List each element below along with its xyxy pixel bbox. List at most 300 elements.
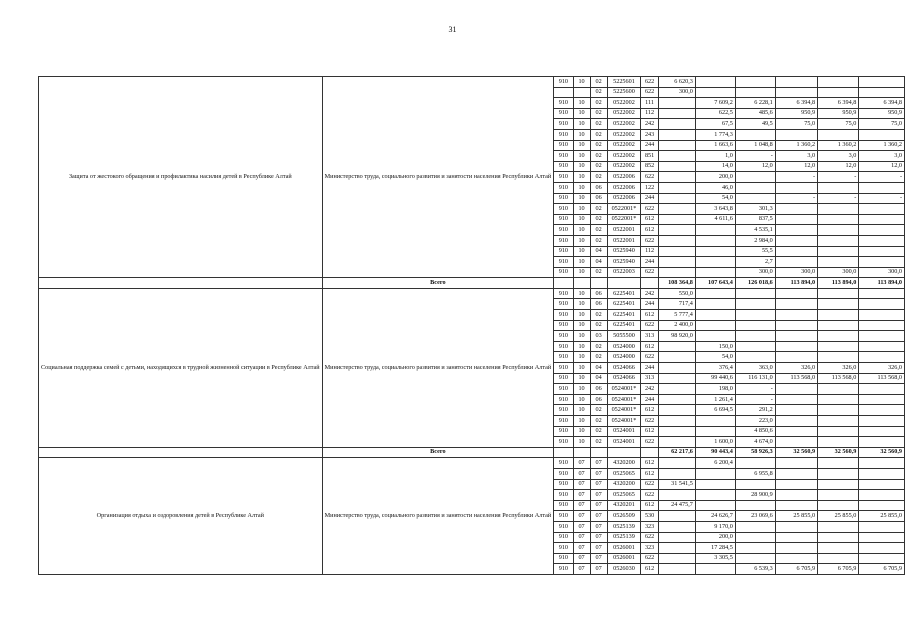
amount-cell: 55,5 xyxy=(735,246,775,257)
total-value: 32 560,9 xyxy=(859,447,905,458)
amount-cell: - xyxy=(818,172,859,183)
amount-cell xyxy=(859,341,905,352)
amount-cell xyxy=(818,543,859,554)
amount-cell xyxy=(695,288,735,299)
amount-cell xyxy=(859,310,905,321)
amount-cell: - xyxy=(735,394,775,405)
code-cell: 852 xyxy=(641,161,659,172)
code-cell: 612 xyxy=(641,405,659,416)
code-cell: 0526509 xyxy=(607,511,641,522)
program-name: Организация отдыха и оздоровления детей в Республике Алтай xyxy=(39,458,323,575)
code-cell: 0525139 xyxy=(607,521,641,532)
amount-cell xyxy=(859,214,905,225)
code-cell: 910 xyxy=(554,500,573,511)
amount-cell xyxy=(658,437,695,448)
amount-cell: 200,0 xyxy=(695,532,735,543)
amount-cell: 376,4 xyxy=(695,363,735,374)
code-cell: 04 xyxy=(590,373,607,384)
amount-cell xyxy=(658,532,695,543)
amount-cell xyxy=(658,193,695,204)
amount-cell: 223,0 xyxy=(735,416,775,427)
amount-cell: 6 394,8 xyxy=(775,98,817,109)
code-cell: 10 xyxy=(573,299,590,310)
amount-cell: 717,4 xyxy=(658,299,695,310)
amount-cell xyxy=(658,468,695,479)
amount-cell: 75,0 xyxy=(775,119,817,130)
amount-cell xyxy=(658,373,695,384)
amount-cell xyxy=(775,479,817,490)
amount-cell xyxy=(859,543,905,554)
code-cell: 10 xyxy=(573,182,590,193)
amount-cell xyxy=(818,479,859,490)
amount-cell xyxy=(658,129,695,140)
total-value: 58 926,3 xyxy=(735,447,775,458)
code-cell: 10 xyxy=(573,204,590,215)
program-name-cont xyxy=(39,447,323,458)
code-cell: 910 xyxy=(554,257,573,268)
code-cell: 612 xyxy=(641,564,659,575)
code-cell: 02 xyxy=(590,225,607,236)
code-cell: 10 xyxy=(573,151,590,162)
code-cell: 910 xyxy=(554,108,573,119)
total-value: 32 560,9 xyxy=(775,447,817,458)
code-cell: 910 xyxy=(554,204,573,215)
amount-cell xyxy=(775,225,817,236)
code-cell: 242 xyxy=(641,119,659,130)
amount-cell xyxy=(735,500,775,511)
amount-cell: 116 131,0 xyxy=(735,373,775,384)
amount-cell: 550,0 xyxy=(658,288,695,299)
amount-cell xyxy=(735,341,775,352)
code-cell: 10 xyxy=(573,225,590,236)
amount-cell xyxy=(818,320,859,331)
code-cell: 07 xyxy=(590,511,607,522)
code-cell: 622 xyxy=(641,267,659,278)
code-cell: 02 xyxy=(590,352,607,363)
program-name: Социальная поддержка семей с детьми, находящихся в трудной жизненной ситуации в Республике Алтай xyxy=(39,288,323,447)
amount-cell xyxy=(695,331,735,342)
code-cell: 06 xyxy=(590,182,607,193)
code-cell: 10 xyxy=(573,246,590,257)
amount-cell xyxy=(818,437,859,448)
code-cell: 02 xyxy=(590,341,607,352)
amount-cell: 12,0 xyxy=(775,161,817,172)
amount-cell xyxy=(818,394,859,405)
amount-cell: 4 611,6 xyxy=(695,214,735,225)
amount-cell xyxy=(658,426,695,437)
code-cell: 910 xyxy=(554,564,573,575)
code-cell: 02 xyxy=(590,172,607,183)
amount-cell: 326,0 xyxy=(775,363,817,374)
amount-cell xyxy=(818,235,859,246)
amount-cell: 17 284,5 xyxy=(695,543,735,554)
code-cell: 07 xyxy=(590,479,607,490)
code-cell: 07 xyxy=(573,511,590,522)
amount-cell xyxy=(695,310,735,321)
code-cell: 0524000 xyxy=(607,352,641,363)
code-cell: 910 xyxy=(554,77,573,88)
amount-cell: 49,5 xyxy=(735,119,775,130)
amount-cell xyxy=(775,437,817,448)
amount-cell xyxy=(775,77,817,88)
empty-cell xyxy=(641,447,659,458)
amount-cell: 31 541,5 xyxy=(658,479,695,490)
code-cell: 612 xyxy=(641,341,659,352)
code-cell: 10 xyxy=(573,331,590,342)
empty-cell xyxy=(573,447,590,458)
code-cell: 243 xyxy=(641,129,659,140)
amount-cell xyxy=(859,490,905,501)
code-cell: 323 xyxy=(641,543,659,554)
amount-cell xyxy=(859,182,905,193)
code-cell: 530 xyxy=(641,511,659,522)
amount-cell xyxy=(735,288,775,299)
amount-cell xyxy=(658,161,695,172)
code-cell: 02 xyxy=(590,161,607,172)
amount-cell xyxy=(859,437,905,448)
code-cell: 910 xyxy=(554,341,573,352)
amount-cell: - xyxy=(859,193,905,204)
amount-cell: 300,0 xyxy=(775,267,817,278)
amount-cell: 23 069,6 xyxy=(735,511,775,522)
code-cell: 10 xyxy=(573,310,590,321)
code-cell: 07 xyxy=(590,468,607,479)
amount-cell xyxy=(775,246,817,257)
code-cell: 622 xyxy=(641,553,659,564)
amount-cell: 326,0 xyxy=(818,363,859,374)
amount-cell xyxy=(775,532,817,543)
total-value: 113 894,0 xyxy=(775,278,817,289)
amount-cell xyxy=(818,87,859,98)
amount-cell xyxy=(658,521,695,532)
amount-cell xyxy=(695,479,735,490)
amount-cell xyxy=(818,458,859,469)
code-cell: 622 xyxy=(641,479,659,490)
code-cell: 5225601 xyxy=(607,77,641,88)
code-cell: 0525940 xyxy=(607,246,641,257)
code-cell: 622 xyxy=(641,416,659,427)
empty-cell xyxy=(554,447,573,458)
amount-cell xyxy=(775,500,817,511)
code-cell: 622 xyxy=(641,172,659,183)
code-cell: 910 xyxy=(554,235,573,246)
code-cell: 622 xyxy=(641,235,659,246)
code-cell: 07 xyxy=(590,521,607,532)
amount-cell xyxy=(658,246,695,257)
code-cell: 10 xyxy=(573,161,590,172)
code-cell: 0522001* xyxy=(607,214,641,225)
code-cell: 02 xyxy=(590,204,607,215)
code-cell: 6225401 xyxy=(607,299,641,310)
amount-cell xyxy=(658,352,695,363)
amount-cell xyxy=(818,341,859,352)
amount-cell xyxy=(859,225,905,236)
empty-cell xyxy=(607,278,641,289)
code-cell: 07 xyxy=(573,564,590,575)
code-cell: 02 xyxy=(590,129,607,140)
amount-cell xyxy=(818,384,859,395)
code-cell: 02 xyxy=(590,98,607,109)
amount-cell: 6 705,9 xyxy=(775,564,817,575)
amount-cell: 28 900,9 xyxy=(735,490,775,501)
code-cell: 910 xyxy=(554,151,573,162)
amount-cell xyxy=(658,416,695,427)
amount-cell: 1,0 xyxy=(695,151,735,162)
amount-cell xyxy=(695,490,735,501)
amount-cell: 113 568,0 xyxy=(775,373,817,384)
amount-cell xyxy=(859,331,905,342)
amount-cell: 6 200,4 xyxy=(695,458,735,469)
code-cell: 07 xyxy=(590,532,607,543)
amount-cell xyxy=(735,352,775,363)
code-cell: 851 xyxy=(641,151,659,162)
amount-cell xyxy=(775,553,817,564)
amount-cell: 300,0 xyxy=(818,267,859,278)
code-cell: 0522006 xyxy=(607,182,641,193)
amount-cell: 291,2 xyxy=(735,405,775,416)
amount-cell xyxy=(818,77,859,88)
amount-cell xyxy=(658,405,695,416)
code-cell: 0525940 xyxy=(607,257,641,268)
code-cell: 10 xyxy=(573,426,590,437)
code-cell: 0522006 xyxy=(607,172,641,183)
amount-cell: 12,0 xyxy=(735,161,775,172)
amount-cell xyxy=(775,352,817,363)
amount-cell xyxy=(775,543,817,554)
amount-cell: 98 920,0 xyxy=(658,331,695,342)
code-cell: 5225600 xyxy=(607,87,641,98)
amount-cell: 4 535,1 xyxy=(735,225,775,236)
code-cell: 0522002 xyxy=(607,161,641,172)
amount-cell: 25 855,0 xyxy=(775,511,817,522)
amount-cell: - xyxy=(775,172,817,183)
program-name: Защита от жестокого обращения и профилактика насилия детей в Республике Алтай xyxy=(39,77,323,278)
amount-cell: - xyxy=(775,193,817,204)
administrator-name: Министерство труда, социального развития и занятости населения Республики Алтай xyxy=(322,288,554,447)
amount-cell xyxy=(818,331,859,342)
code-cell: 612 xyxy=(641,310,659,321)
code-cell: 10 xyxy=(573,98,590,109)
amount-cell xyxy=(695,235,735,246)
code-cell: 6225401 xyxy=(607,320,641,331)
code-cell: 0522002 xyxy=(607,129,641,140)
code-cell: 6225401 xyxy=(607,288,641,299)
code-cell: 0524001* xyxy=(607,394,641,405)
code-cell: 06 xyxy=(590,384,607,395)
code-cell: 313 xyxy=(641,331,659,342)
code-cell: 0524001 xyxy=(607,437,641,448)
amount-cell xyxy=(658,119,695,130)
code-cell: 10 xyxy=(573,214,590,225)
code-cell: 07 xyxy=(573,521,590,532)
amount-cell xyxy=(658,257,695,268)
amount-cell xyxy=(658,214,695,225)
code-cell: 910 xyxy=(554,140,573,151)
code-cell: 02 xyxy=(590,437,607,448)
amount-cell xyxy=(695,468,735,479)
amount-cell xyxy=(775,87,817,98)
code-cell: 10 xyxy=(573,119,590,130)
amount-cell: 6 394,8 xyxy=(818,98,859,109)
code-cell: 02 xyxy=(590,320,607,331)
code-cell: 244 xyxy=(641,394,659,405)
code-cell: 910 xyxy=(554,426,573,437)
code-cell: 10 xyxy=(573,437,590,448)
amount-cell xyxy=(775,214,817,225)
total-value: 113 894,0 xyxy=(859,278,905,289)
amount-cell: 198,0 xyxy=(695,384,735,395)
amount-cell xyxy=(859,405,905,416)
code-cell: 0526001 xyxy=(607,543,641,554)
total-value: 107 643,4 xyxy=(695,278,735,289)
code-cell: 910 xyxy=(554,405,573,416)
code-cell: 0524001* xyxy=(607,384,641,395)
amount-cell xyxy=(735,87,775,98)
amount-cell xyxy=(695,87,735,98)
code-cell: 111 xyxy=(641,98,659,109)
code-cell: 112 xyxy=(641,108,659,119)
amount-cell: 6 955,8 xyxy=(735,468,775,479)
code-cell: 313 xyxy=(641,373,659,384)
code-cell: 112 xyxy=(641,246,659,257)
amount-cell: 326,0 xyxy=(859,363,905,374)
amount-cell xyxy=(818,352,859,363)
amount-cell: 25 855,0 xyxy=(859,511,905,522)
amount-cell xyxy=(695,320,735,331)
amount-cell xyxy=(859,204,905,215)
amount-cell xyxy=(859,394,905,405)
amount-cell: 6 539,3 xyxy=(735,564,775,575)
amount-cell xyxy=(859,479,905,490)
amount-cell: 6 694,5 xyxy=(695,405,735,416)
code-cell: 10 xyxy=(573,394,590,405)
code-cell: 02 xyxy=(590,119,607,130)
amount-cell: 363,0 xyxy=(735,363,775,374)
amount-cell xyxy=(735,299,775,310)
code-cell: 910 xyxy=(554,225,573,236)
amount-cell: 4 674,0 xyxy=(735,437,775,448)
amount-cell xyxy=(818,500,859,511)
amount-cell xyxy=(658,172,695,183)
amount-cell: 150,0 xyxy=(695,341,735,352)
total-value: 62 217,6 xyxy=(658,447,695,458)
total-value: 108 364,8 xyxy=(658,278,695,289)
amount-cell: 75,0 xyxy=(859,119,905,130)
amount-cell: 2 400,0 xyxy=(658,320,695,331)
code-cell: 910 xyxy=(554,172,573,183)
code-cell: 10 xyxy=(573,129,590,140)
amount-cell xyxy=(658,511,695,522)
code-cell: 02 xyxy=(590,267,607,278)
amount-cell xyxy=(775,235,817,246)
amount-cell xyxy=(775,204,817,215)
code-cell: 910 xyxy=(554,468,573,479)
code-cell: 910 xyxy=(554,299,573,310)
amount-cell xyxy=(775,331,817,342)
code-cell: 07 xyxy=(590,500,607,511)
amount-cell: 3,0 xyxy=(775,151,817,162)
total-value: 126 018,6 xyxy=(735,278,775,289)
amount-cell xyxy=(735,182,775,193)
administrator-name: Министерство труда, социального развития и занятости населения Республики Алтай xyxy=(322,77,554,278)
code-cell: 10 xyxy=(573,267,590,278)
code-cell: 10 xyxy=(573,405,590,416)
total-label: Всего xyxy=(322,447,554,458)
amount-cell xyxy=(658,564,695,575)
code-cell: 622 xyxy=(641,320,659,331)
amount-cell: 6 228,1 xyxy=(735,98,775,109)
total-label: Всего xyxy=(322,278,554,289)
code-cell: 0524066 xyxy=(607,363,641,374)
amount-cell xyxy=(859,77,905,88)
amount-cell: 24 626,7 xyxy=(695,511,735,522)
amount-cell: 950,9 xyxy=(775,108,817,119)
code-cell: 612 xyxy=(641,426,659,437)
empty-cell xyxy=(590,278,607,289)
empty-cell xyxy=(590,447,607,458)
total-row xyxy=(39,278,905,289)
amount-cell xyxy=(859,352,905,363)
amount-cell: 1 261,4 xyxy=(695,394,735,405)
amount-cell xyxy=(735,129,775,140)
amount-cell: - xyxy=(735,151,775,162)
amount-cell xyxy=(775,320,817,331)
amount-cell: 2 984,0 xyxy=(735,235,775,246)
amount-cell xyxy=(859,553,905,564)
amount-cell xyxy=(859,500,905,511)
code-cell: 07 xyxy=(590,490,607,501)
code-cell: 910 xyxy=(554,310,573,321)
code-cell: 0522006 xyxy=(607,193,641,204)
code-cell: 244 xyxy=(641,299,659,310)
code-cell: 910 xyxy=(554,521,573,532)
amount-cell xyxy=(818,204,859,215)
administrator-name: Министерство труда, социального развития и занятости населения Республики Алтай xyxy=(322,458,554,575)
amount-cell xyxy=(859,416,905,427)
code-cell: 02 xyxy=(590,405,607,416)
code-cell: 910 xyxy=(554,119,573,130)
amount-cell: 3,0 xyxy=(859,151,905,162)
amount-cell xyxy=(658,98,695,109)
total-row xyxy=(39,447,905,458)
amount-cell xyxy=(775,257,817,268)
code-cell: 10 xyxy=(573,363,590,374)
budget-table xyxy=(38,76,905,575)
code-cell: 04 xyxy=(590,257,607,268)
code-cell: 0522001 xyxy=(607,225,641,236)
amount-cell: 6 705,9 xyxy=(859,564,905,575)
amount-cell xyxy=(735,310,775,321)
amount-cell xyxy=(735,458,775,469)
amount-cell xyxy=(775,310,817,321)
code-cell: 0522002 xyxy=(607,108,641,119)
code-cell: 910 xyxy=(554,532,573,543)
program-name-cont xyxy=(39,278,323,289)
code-cell: 242 xyxy=(641,384,659,395)
code-cell: 10 xyxy=(573,77,590,88)
amount-cell: 75,0 xyxy=(818,119,859,130)
amount-cell: 1 774,3 xyxy=(695,129,735,140)
amount-cell xyxy=(818,288,859,299)
empty-cell xyxy=(554,278,573,289)
table-row xyxy=(39,77,905,88)
code-cell: 10 xyxy=(573,288,590,299)
code-cell: 02 xyxy=(590,214,607,225)
amount-cell xyxy=(859,532,905,543)
amount-cell xyxy=(735,77,775,88)
code-cell: 10 xyxy=(573,352,590,363)
amount-cell xyxy=(735,320,775,331)
